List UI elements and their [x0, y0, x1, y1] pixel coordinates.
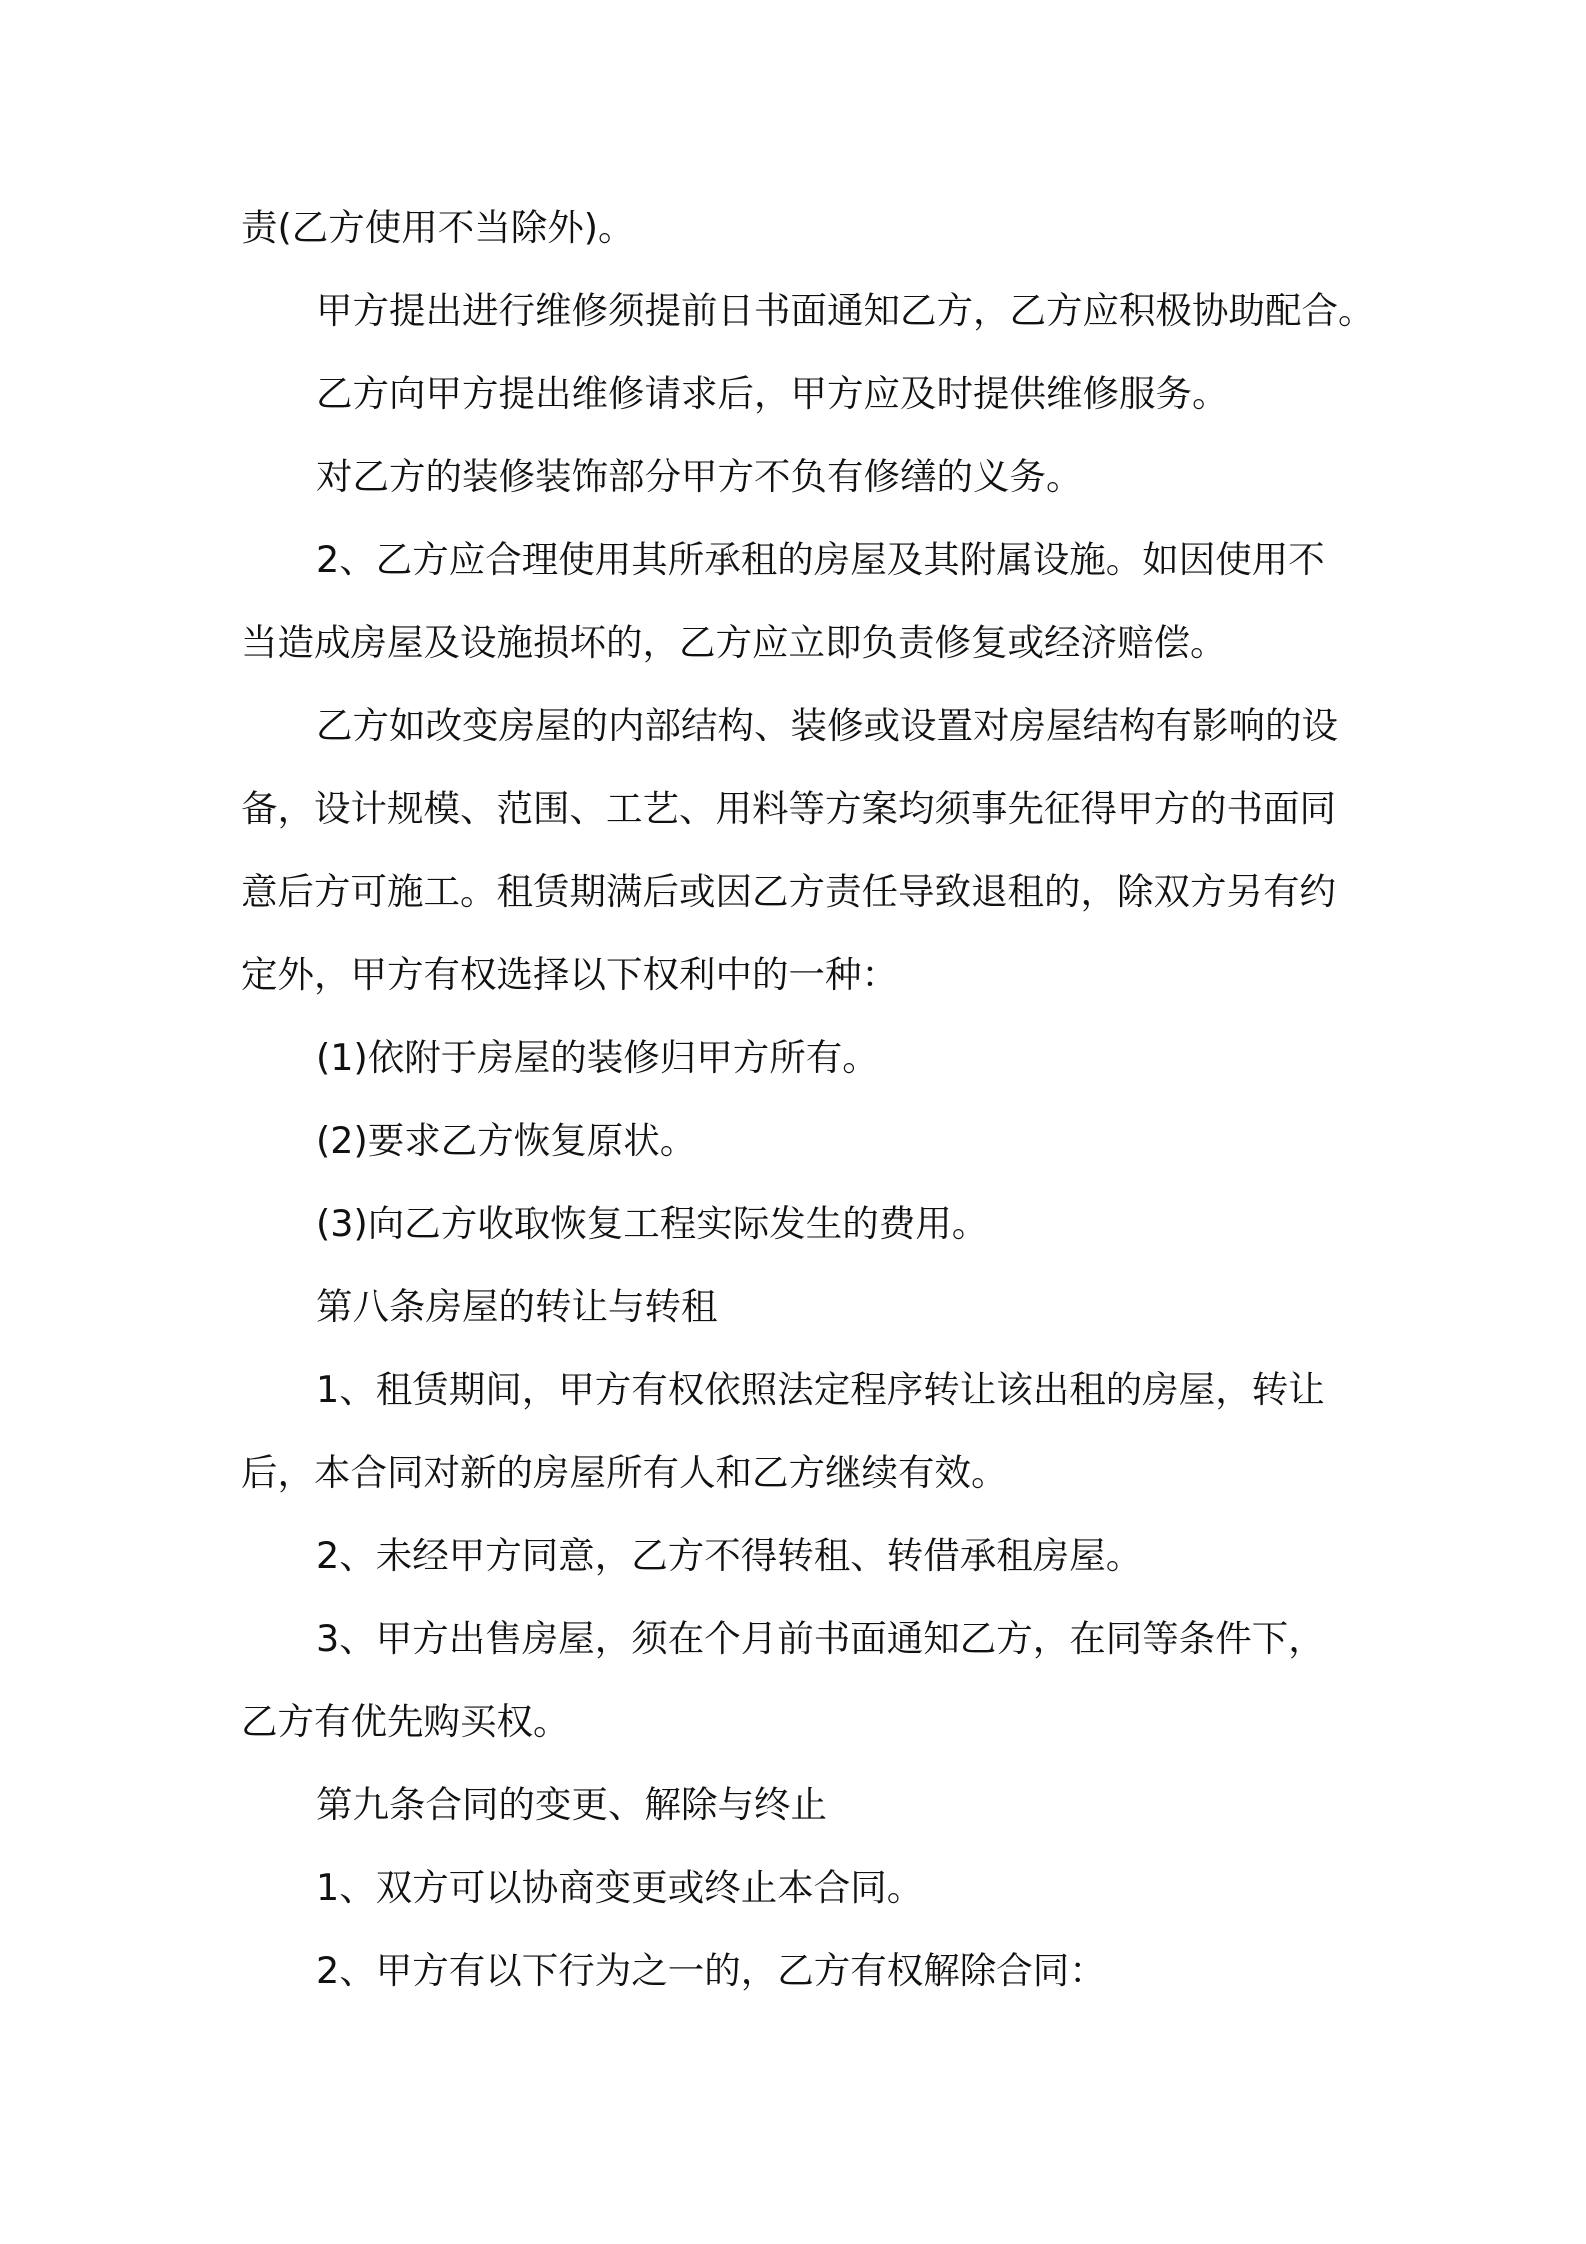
text-line-11: (1)依附于房屋的装修归甲方所有。 [316, 1036, 879, 1079]
text-line-4: 对乙方的装修装饰部分甲方不负有修缮的义务。 [316, 455, 1083, 498]
text-line-3: 乙方向甲方提出维修请求后，甲方应及时提供维修服务。 [316, 372, 1229, 415]
text-line-10: 定外，甲方有权选择以下权利中的一种： [241, 953, 898, 996]
text-line-13: (3)向乙方收取恢复工程实际发生的费用。 [316, 1202, 989, 1245]
text-line-9: 意后方可施工。租赁期满后或因乙方责任导致退租的，除双方另有约 [241, 870, 1336, 913]
text-line-15: 1、租赁期间，甲方有权依照法定程序转让该出租的房屋，转让 [316, 1368, 1325, 1411]
text-line-19: 乙方有优先购买权。 [241, 1700, 570, 1743]
text-line-21: 1、双方可以协商变更或终止本合同。 [316, 1866, 924, 1909]
text-line-7: 乙方如改变房屋的内部结构、装修或设置对房屋结构有影响的设 [316, 704, 1338, 747]
text-line-2: 甲方提出进行维修须提前日书面通知乙方，乙方应积极协助配合。 [316, 289, 1375, 332]
text-line-22: 2、甲方有以下行为之一的，乙方有权解除合同： [316, 1949, 1106, 1992]
text-line-17: 2、未经甲方同意，乙方不得转租、转借承租房屋。 [316, 1534, 1143, 1577]
text-line-5: 2、乙方应合理使用其所承租的房屋及其附属设施。如因使用不 [316, 538, 1325, 581]
text-line-8: 备，设计规模、范围、工艺、用料等方案均须事先征得甲方的书面同 [241, 787, 1336, 830]
section-heading-8: 第八条房屋的转让与转租 [316, 1285, 718, 1328]
text-line-12: (2)要求乙方恢复原状。 [316, 1119, 697, 1162]
text-line-16: 后，本合同对新的房屋所有人和乙方继续有效。 [241, 1451, 1008, 1494]
text-line-18: 3、甲方出售房屋，须在个月前书面通知乙方，在同等条件下， [316, 1617, 1325, 1660]
text-line-6: 当造成房屋及设施损坏的，乙方应立即负责修复或经济赔偿。 [241, 621, 1227, 664]
text-line-1: 责(乙方使用不当除外)。 [241, 206, 635, 249]
section-heading-9: 第九条合同的变更、解除与终止 [316, 1783, 827, 1826]
